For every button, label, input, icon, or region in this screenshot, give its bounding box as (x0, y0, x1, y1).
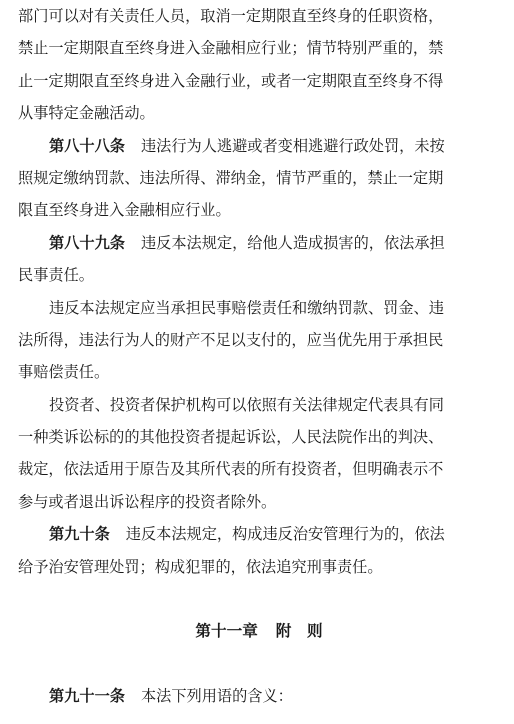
text-line: 照规定缴纳罚款、违法所得、滞纳金，情节严重的，禁止一定期 (18, 168, 444, 187)
chapter-title: 附 则 (275, 622, 323, 641)
article-number: 第九十一条 (49, 687, 125, 706)
text-line: 法所得，违法行为人的财产不足以支付的，应当优先用于承担民 (18, 330, 444, 349)
text-run: 违反本法规定，给他人造成损害的，依法承担 (140, 233, 445, 252)
text-line: 违反本法规定应当承担民事赔偿责任和缴纳罚款、罚金、违 (49, 298, 444, 317)
article-number: 第八十九条 (49, 233, 125, 252)
text-run: 本法下列用语的含义： (140, 687, 293, 706)
text-line: 投资者、投资者保护机构可以依照有关法律规定代表具有同 (49, 395, 444, 414)
chapter-heading (18, 615, 500, 647)
text-line: 民事责任。 (18, 266, 94, 285)
text-line: 事赔偿责任。 (18, 363, 110, 382)
text-line: 给予治安管理处罚；构成犯罪的，依法追究刑事责任。 (18, 557, 383, 576)
chapter-number: 第十一章 (195, 622, 258, 641)
text-line: 一种类诉讼标的的其他投资者提起诉讼，人民法院作出的判决、 (18, 428, 444, 447)
text-line: 从事特定金融活动。 (18, 104, 155, 123)
text-run: 违反本法规定，构成违反治安管理行为的，依法 (125, 525, 445, 544)
text-line: 限直至终身进入金融相应行业。 (18, 201, 231, 220)
text-line: 参与或者退出诉讼程序的投资者除外。 (18, 492, 277, 511)
document-page (18, 0, 500, 713)
text-run: 违法行为人逃避或者变相逃避行政处罚，未按 (140, 136, 445, 155)
article-number: 第八十八条 (49, 136, 125, 155)
article-89 (18, 227, 500, 259)
article-91 (18, 680, 500, 712)
spacer (18, 583, 500, 615)
text-line: 禁止一定期限直至终身进入金融相应行业；情节特别严重的，禁 (18, 39, 444, 58)
article-90 (18, 518, 500, 550)
text-line: 裁定，依法适用于原告及其所代表的所有投资者，但明确表示不 (18, 460, 444, 479)
spacer (18, 648, 500, 680)
text-line: 部门可以对有关责任人员，取消一定期限直至终身的任职资格， (18, 7, 444, 25)
text-line: 止一定期限直至终身进入金融行业，或者一定期限直至终身不得 (18, 71, 444, 90)
article-number: 第九十条 (49, 525, 110, 544)
article-88 (18, 130, 500, 162)
